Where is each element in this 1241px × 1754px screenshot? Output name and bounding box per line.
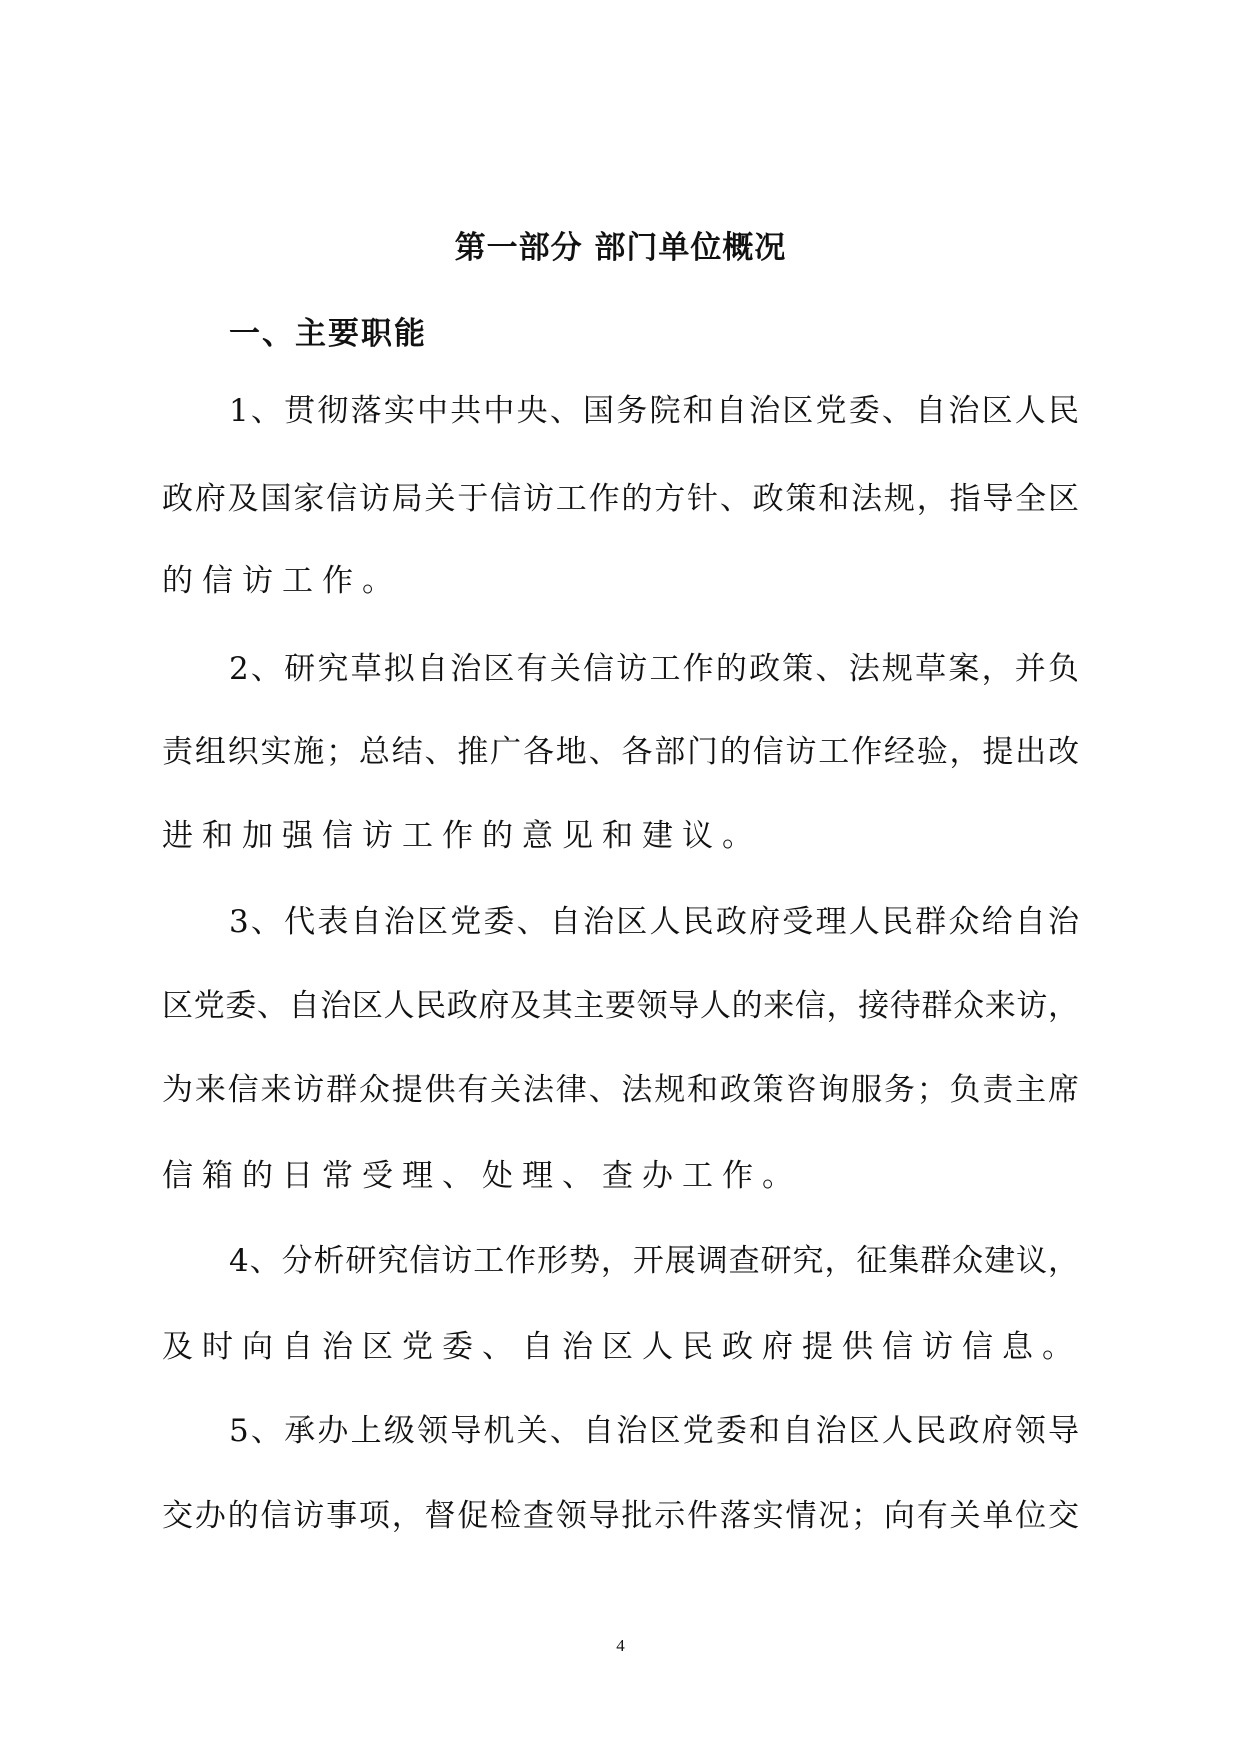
paragraph-1-line-1: 1、贯彻落实中共中央、国务院和自治区党委、自治区人民 (229, 393, 1079, 429)
paragraph-3-line-3: 为来信来访群众提供有关法律、法规和政策咨询服务；负责主席 (162, 1072, 1079, 1108)
paragraph-2-line-2: 责组织实施；总结、推广各地、各部门的信访工作经验，提出改 (162, 734, 1079, 770)
page-title: 第一部分 部门单位概况 (454, 230, 787, 266)
paragraph-3-line-2: 区党委、自治区人民政府及其主要领导人的来信，接待群众来访， (162, 988, 1079, 1024)
paragraph-1-line-2: 政府及国家信访局关于信访工作的方针、政策和法规，指导全区 (162, 481, 1079, 517)
page-number: 4 (616, 1636, 625, 1655)
paragraph-4-line-1: 4、分析研究信访工作形势，开展调查研究，征集群众建议， (229, 1243, 1079, 1279)
paragraph-4-line-2: 及时向自治区党委、自治区人民政府提供信访信息。 (162, 1329, 1082, 1365)
paragraph-2-line-3: 进和加强信访工作的意见和建议。 (162, 818, 762, 854)
section-heading: 一、主要职能 (229, 316, 427, 352)
paragraph-3-line-4: 信箱的日常受理、处理、查办工作。 (162, 1158, 802, 1194)
paragraph-2-line-1: 2、研究草拟自治区有关信访工作的政策、法规草案，并负 (229, 651, 1079, 687)
paragraph-3-line-1: 3、代表自治区党委、自治区人民政府受理人民群众给自治 (229, 904, 1079, 940)
paragraph-5-line-2: 交办的信访事项，督促检查领导批示件落实情况；向有关单位交 (162, 1498, 1079, 1534)
paragraph-1-line-3: 的信访工作。 (162, 563, 402, 599)
paragraph-5-line-1: 5、承办上级领导机关、自治区党委和自治区人民政府领导 (229, 1413, 1079, 1449)
